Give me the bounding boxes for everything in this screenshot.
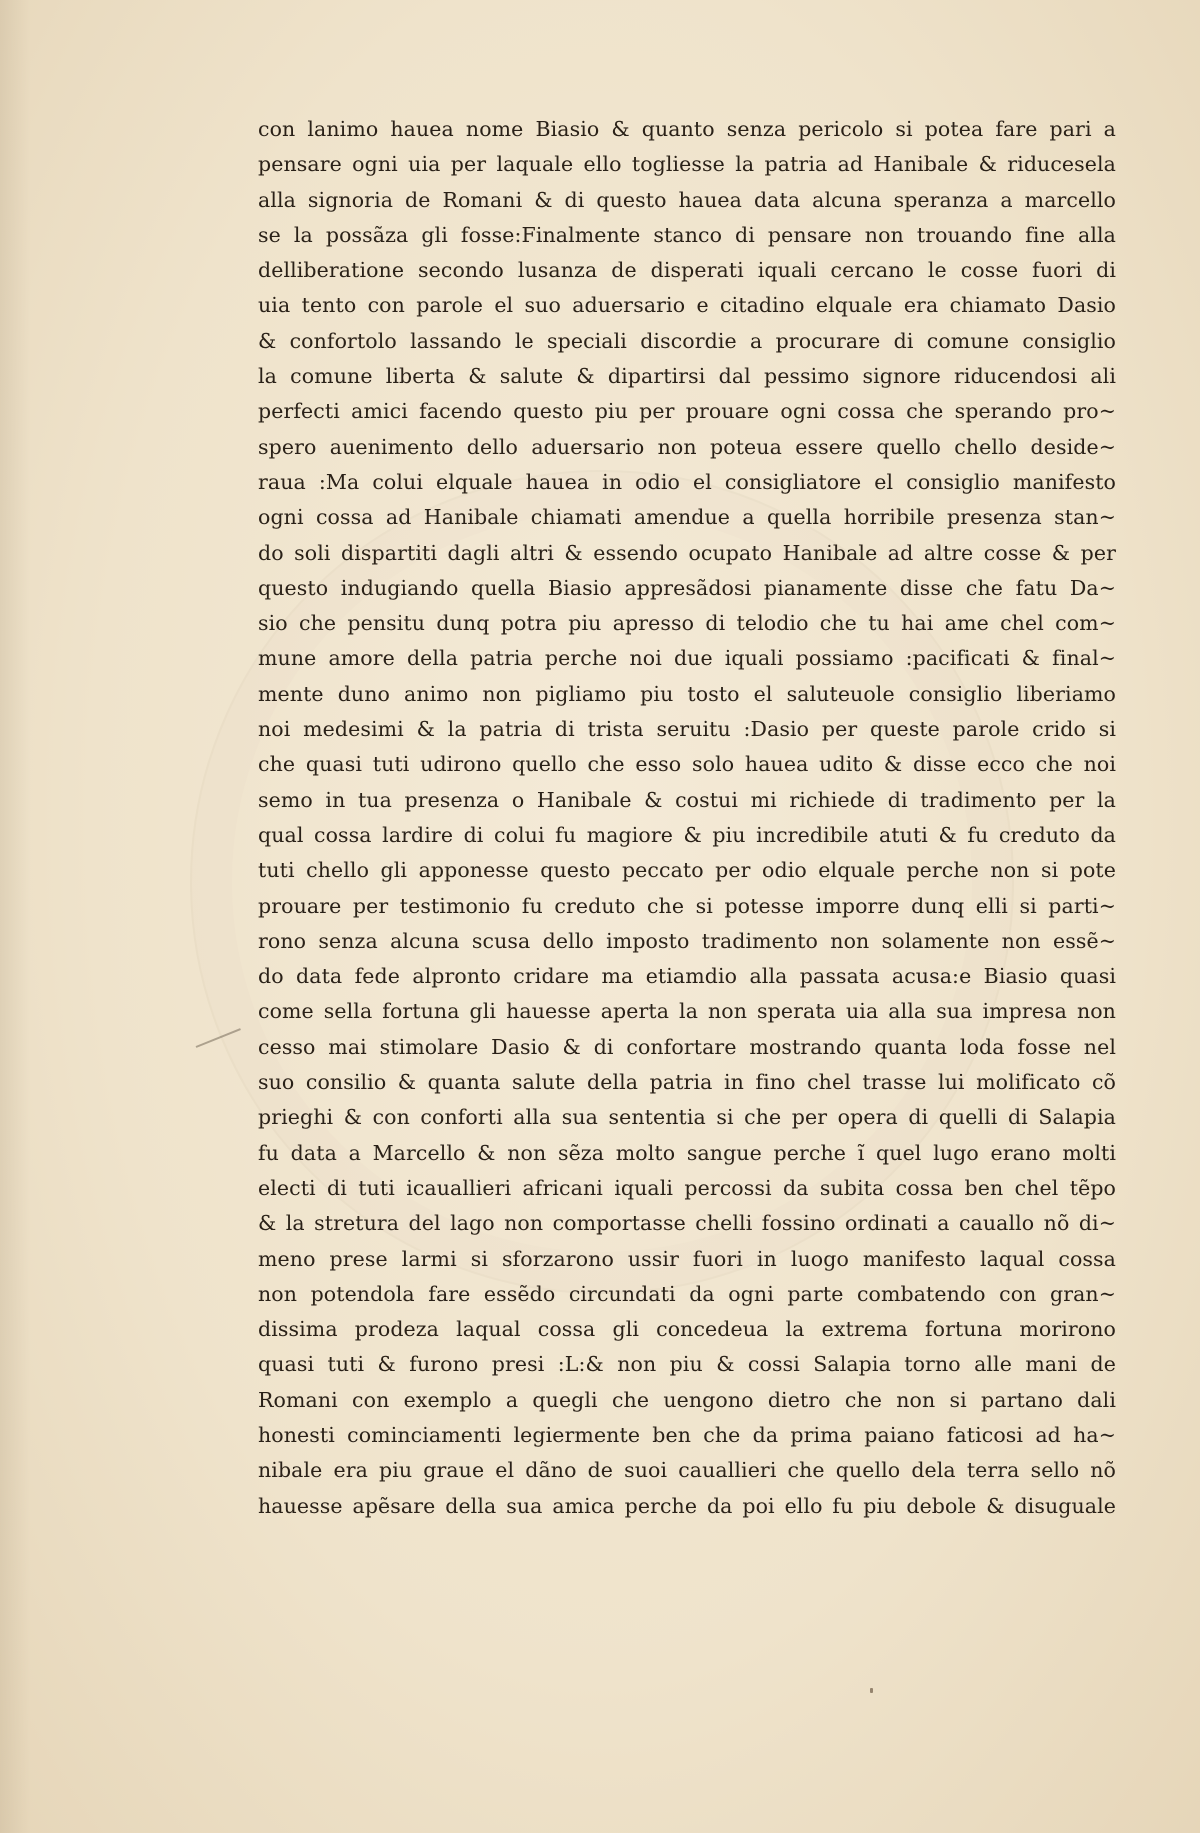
ink-speck xyxy=(870,1688,873,1693)
text-line: alla signoria de Romani & di questo hauea data alcuna speranza a marcello xyxy=(258,187,1116,212)
text-line: ogni cossa ad Hanibale chiamati amendue a quella horribile presenza stan~ xyxy=(258,505,1116,530)
text-line: electi di tuti icauallieri africani iquali percossi da subita cossa ben chel tẽpo xyxy=(258,1175,1116,1200)
text-line: pensare ogni uia per laquale ello togliesse la patria ad Hanibale & riducesela xyxy=(258,152,1116,177)
text-line: come sella fortuna gli hauesse aperta la non sperata uia alla sua impresa non xyxy=(258,999,1116,1024)
text-line: & la stretura del lago non comportasse chelli fossino ordinati a cauallo nõ di~ xyxy=(258,1211,1116,1236)
text-line: honesti cominciamenti legiermente ben che da prima paiano faticosi ad ha~ xyxy=(258,1422,1116,1447)
text-line: la comune liberta & salute & dipartirsi dal pessimo signore riducendosi ali xyxy=(258,364,1116,389)
page-edge-shadow xyxy=(0,0,30,1833)
text-line: mune amore della patria perche noi due iquali possiamo :pacificati & final~ xyxy=(258,646,1116,671)
text-line: non potendola fare essẽdo circundati da ogni parte combatendo con gran~ xyxy=(258,1281,1116,1306)
text-line: semo in tua presenza o Hanibale & costui mi richiede di tradimento per la xyxy=(258,787,1116,812)
text-line: mente duno animo non pigliamo piu tosto el saluteuole consiglio liberiamo xyxy=(258,681,1116,706)
text-line: meno prese larmi si sforzarono ussir fuori in luogo manifesto laqual cossa xyxy=(258,1246,1116,1271)
text-line: nibale era piu graue el dãno de suoi cauallieri che quello dela terra sello nõ xyxy=(258,1458,1116,1483)
text-line: suo consilio & quanta salute della patria in fino chel trasse lui molificato cõ xyxy=(258,1070,1116,1095)
text-line: do soli dispartiti dagli altri & essendo ocupato Hanibale ad altre cosse & per xyxy=(258,540,1116,565)
text-line: do data fede alpronto cridare ma etiamdio alla passata acusa:e Biasio quasi xyxy=(258,964,1116,989)
text-line: sio che pensitu dunq potra piu apresso di telodio che tu hai ame chel com~ xyxy=(258,611,1116,636)
text-line: noi medesimi & la patria di trista seruitu :Dasio per queste parole crido si xyxy=(258,717,1116,742)
text-line: con lanimo hauea nome Biasio & quanto senza pericolo si potea fare pari a xyxy=(258,117,1116,141)
text-line: perfecti amici facendo questo piu per prouare ogni cossa che sperando pro~ xyxy=(258,399,1116,424)
text-line: se la possãza gli fosse:Finalmente stanco di pensare non trouando fine alla xyxy=(258,222,1116,247)
text-line: fu data a Marcello & non sẽza molto sangue perche ĩ quel lugo erano molti xyxy=(258,1140,1116,1165)
text-line: Romani con exemplo a quegli che uengono dietro che non si partano dali xyxy=(258,1387,1116,1412)
text-line: hauesse apẽsare della sua amica perche da poi ello fu piu debole & disuguale xyxy=(258,1493,1116,1518)
text-line: prieghi & con conforti alla sua sententia si che per opera di quelli di Salapia xyxy=(258,1105,1116,1130)
text-line: qual cossa lardire di colui fu magiore & piu incredibile atuti & fu creduto da xyxy=(258,822,1116,847)
text-line: cesso mai stimolare Dasio & di confortare mostrando quanta loda fosse nel xyxy=(258,1034,1116,1059)
body-text xyxy=(258,112,1116,1524)
text-line: quasi tuti & furono presi :L:& non piu & cossi Salapia torno alle mani de xyxy=(258,1352,1116,1377)
text-line: tuti chello gli apponesse questo peccato per odio elquale perche non si pote xyxy=(258,858,1116,883)
text-line: rono senza alcuna scusa dello imposto tradimento non solamente non essẽ~ xyxy=(258,928,1116,953)
text-line: questo indugiando quella Biasio appresãdosi pianamente disse che fatu Da~ xyxy=(258,575,1116,600)
text-line: spero auenimento dello aduersario non poteua essere quello chello deside~ xyxy=(258,434,1116,459)
text-line: uia tento con parole el suo aduersario e citadino elquale era chiamato Dasio xyxy=(258,293,1116,318)
text-line: raua :Ma colui elquale hauea in odio el consigliatore el consiglio manifesto xyxy=(258,469,1116,494)
text-line: prouare per testimonio fu creduto che si potesse imporre dunq elli si parti~ xyxy=(258,893,1116,918)
text-line: & confortolo lassando le speciali discordie a procurare di comune consiglio xyxy=(258,328,1116,353)
text-line: dissima prodeza laqual cossa gli concedeua la extrema fortuna morirono xyxy=(258,1317,1116,1342)
text-line: delliberatione secondo lusanza de disperati iquali cercano le cosse fuori di xyxy=(258,258,1116,283)
text-line: che quasi tuti udirono quello che esso solo hauea udito & disse ecco che noi xyxy=(258,752,1116,777)
